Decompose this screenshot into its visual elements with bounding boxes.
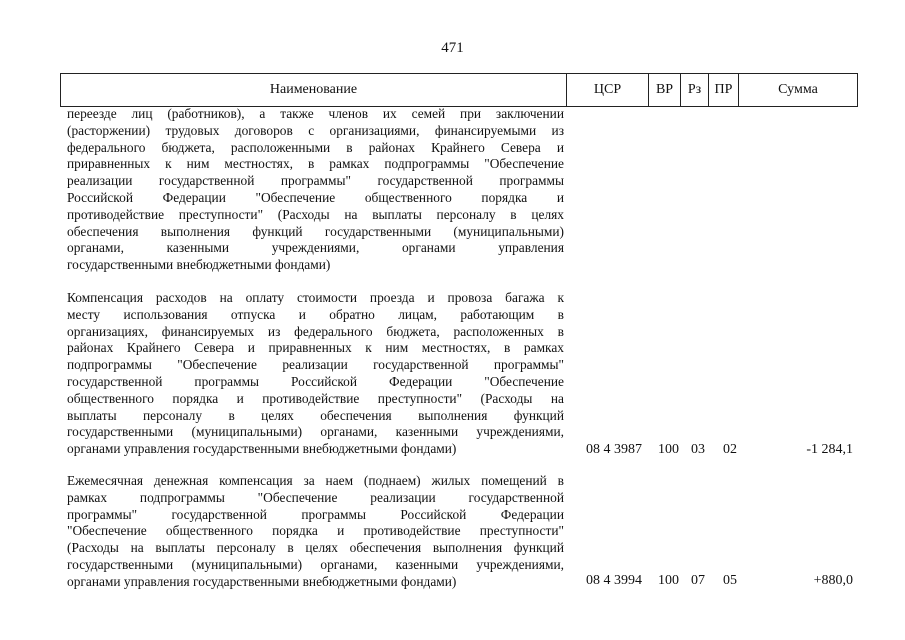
column-header-name: Наименование (61, 74, 567, 107)
description-line: обеспечения выполнения функций государственными (муниципальными) (67, 223, 564, 239)
column-header-rz: Рз (681, 74, 709, 107)
row-description (67, 290, 564, 458)
description-line: государственными (муниципальными) органами, казенными учреждениями, (67, 556, 564, 572)
description-line: месту использования отпуска и обратно лицам, работающим в (67, 306, 564, 322)
description-line: органами управления государственными внебюджетными фондами) (67, 441, 457, 457)
description-line: Компенсация расходов на оплату стоимости проезда и провоза багажа к (67, 290, 564, 305)
cell-pr: 05 (723, 573, 737, 588)
cell-pr: 02 (723, 442, 737, 457)
cell-vr: 100 (658, 442, 679, 457)
cell-csr: 08 4 3994 (586, 573, 642, 588)
description-line: (Расходы на выплаты персоналу в целях обеспечения выполнения функций (67, 540, 564, 556)
description-line: Российской Федерации "Обеспечение общественного порядка и (67, 189, 564, 205)
description-line: программы" государственной программы Российской Федерации (67, 506, 564, 522)
description-line: органами управления государственными внебюджетными фондами) (67, 573, 457, 589)
page-number: 471 (441, 40, 464, 56)
table-header (60, 73, 858, 107)
description-line: федерального бюджета, расположенными в районах Крайнего Севера и (67, 139, 564, 155)
description-line: организациях, финансируемых из федерального бюджета, расположенных в (67, 323, 564, 339)
description-line: переезде лиц (работников), а также членов их семей при заключении (67, 106, 564, 121)
column-header-vr: ВР (649, 74, 681, 107)
row-description (67, 106, 564, 274)
description-line: государственными (муниципальными) органами, казенными учреждениями, (67, 424, 564, 440)
cell-csr: 08 4 3987 (586, 442, 642, 457)
description-line: рамках подпрограммы "Обеспечение реализации государственной (67, 489, 564, 505)
cell-sum: -1 284,1 (806, 442, 853, 457)
description-line: выплаты персоналу в целях обеспечения выполнения функций (67, 407, 564, 423)
column-header-sum: Сумма (739, 74, 858, 107)
cell-rz: 07 (691, 573, 705, 588)
description-line: Ежемесячная денежная компенсация за наем (поднаем) жилых помещений в (67, 473, 564, 488)
description-line: (расторжении) трудовых договоров с организациями, финансируемыми из (67, 122, 564, 138)
description-line: государственными внебюджетными фондами) (67, 257, 331, 273)
description-line: "Обеспечение общественного порядка и противодействие преступности" (67, 523, 564, 539)
description-line: государственной программы Российской Федерации "Обеспечение (67, 373, 564, 389)
description-line: общественного порядка и противодействие преступности" (Расходы на (67, 390, 564, 406)
description-line: районах Крайнего Севера и приравненных к ним местностях, в рамках (67, 340, 564, 356)
cell-vr: 100 (658, 573, 679, 588)
description-line: приравненных к ним местностях, в рамках подпрограммы "Обеспечение (67, 156, 564, 172)
column-header-csr: ЦСР (567, 74, 649, 107)
description-line: противодействие преступности" (Расходы на выплаты персоналу в целях (67, 206, 564, 222)
description-line: подпрограммы "Обеспечение реализации государственной программы" (67, 357, 564, 373)
cell-rz: 03 (691, 442, 705, 457)
column-header-pr: ПР (709, 74, 739, 107)
description-line: органами, казенными учреждениями, органами управления (67, 240, 564, 256)
description-line: реализации государственной программы" государственной программы (67, 173, 564, 189)
row-description (67, 473, 564, 591)
cell-sum: +880,0 (813, 573, 853, 588)
